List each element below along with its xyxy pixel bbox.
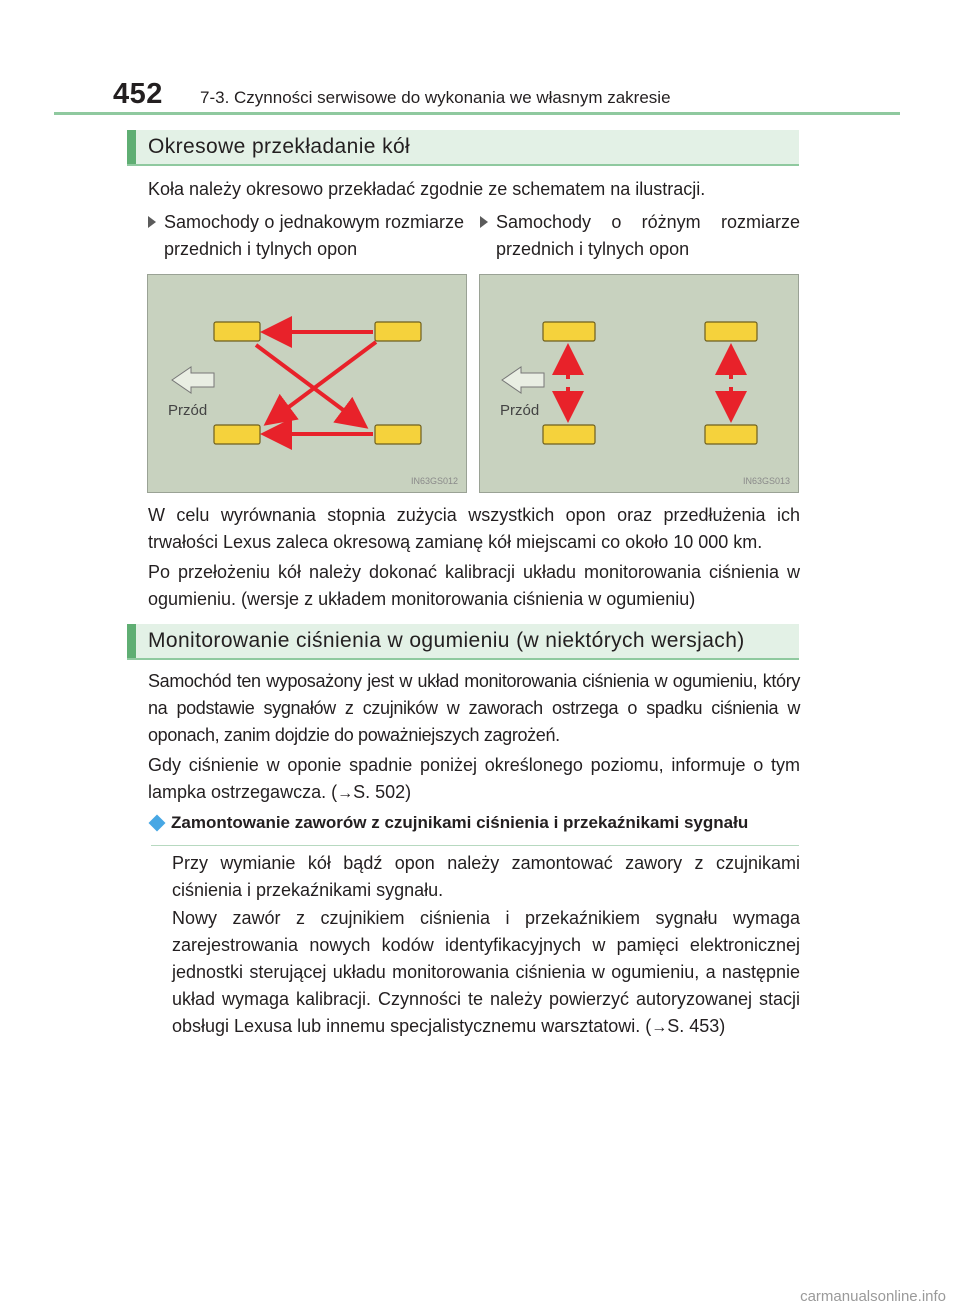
tire-rear-right	[705, 425, 757, 444]
bullet-triangle-icon	[148, 216, 156, 228]
tire-rear-right	[375, 425, 421, 444]
header-rule	[54, 112, 900, 115]
watermark: carmanualsonline.info	[800, 1288, 946, 1305]
valve-registration-paragraph	[172, 905, 800, 1041]
warning-light-paragraph	[148, 752, 800, 807]
bullet-same-size	[164, 209, 464, 263]
rotation-diagram-different	[480, 275, 800, 494]
figure-code: IN63GS013	[742, 476, 790, 486]
subheading-valves: Zamontowanie zaworów z czujnikami ciśnienia i przekaźnikami sygnału	[171, 813, 749, 832]
rotation-interval-paragraph: W celu wyrównania stopnia zużycia wszystkich opon oraz przedłużenia ich trwałości Lexus zaleca okresową zamianę kół miejscami co około 10 000 km.	[148, 505, 800, 552]
bullet-different-size	[496, 209, 800, 263]
figure-code: IN63GS012	[410, 476, 458, 486]
front-label: Przód	[500, 402, 540, 419]
paragraph-text: Gdy ciśnienie w oponie spadnie poniżej określonego poziomu, informuje o tym lampka ostrzegawcza. (	[148, 755, 800, 802]
tire-front-right	[543, 425, 595, 444]
page-number: 452	[113, 78, 163, 110]
section-heading-rotation	[127, 130, 799, 165]
rotation-arrow	[270, 342, 376, 421]
front-label: Przód	[168, 402, 208, 419]
page-reference[interactable]: S. 453)	[667, 1016, 726, 1036]
page-reference[interactable]: S. 502)	[353, 782, 412, 802]
tire-front-left	[214, 322, 260, 341]
rotation-diagram-same	[148, 275, 468, 494]
rotation-arrow	[256, 345, 362, 424]
tire-front-right	[214, 425, 260, 444]
diamond-bullet-icon	[149, 815, 166, 832]
section-underline	[127, 164, 799, 166]
tire-rear-left	[375, 322, 421, 341]
chapter-title: 7-3. Czynności serwisowe do wykonania we własnym zakresie	[200, 88, 671, 107]
reference-arrow-icon: →	[337, 785, 354, 802]
figure-side-rotation	[479, 274, 799, 493]
figure-cross-rotation	[147, 274, 467, 493]
front-arrow-icon	[502, 367, 544, 393]
tire-rear-left	[705, 322, 757, 341]
tpms-description: Samochód ten wyposażony jest w układ monitorowania ciśnienia w ogumieniu, który na podstawie sygnałów z czujników w zaworach ostrzega o spadku ciśnienia w oponach, zanim dojdzie do poważniejszych zagrożeń.	[148, 671, 800, 745]
front-arrow-icon	[172, 367, 214, 393]
bullet-text: Samochody o różnym rozmiarze przednich i tylnych opon	[496, 212, 800, 259]
tire-front-left	[543, 322, 595, 341]
section-title: Monitorowanie ciśnienia w ogumieniu (w niektórych wersjach)	[148, 629, 745, 652]
section-title: Okresowe przekładanie kół	[148, 135, 411, 158]
section-heading-tpms	[127, 624, 799, 659]
calibration-paragraph: Po przełożeniu kół należy dokonać kalibracji układu monitorowania ciśnienia w ogumieniu. (wersje z układem monitorowania ciśnienia w ogumieniu)	[148, 562, 800, 609]
rotation-intro: Koła należy okresowo przekładać zgodnie ze schematem na ilustracji.	[148, 179, 706, 199]
valve-install-paragraph: Przy wymianie kół bądź opon należy zamontować zawory z czujnikami ciśnienia i przekaźnikami sygnału.	[172, 853, 800, 900]
bullet-text: Samochody o jednakowym rozmiarze przednich i tylnych opon	[164, 212, 464, 259]
section-underline	[127, 658, 799, 660]
paragraph-text: Nowy zawór z czujnikiem ciśnienia i przekaźnikiem sygnału wymaga zarejestrowania nowych kodów identyfikacyjnych w pamięci elektronicznej jednostki sterującej układu monitorowania ciśnienia w ogumieniu, a następnie układ wymaga kalibracji. Czynności te należy powierzyć autoryzowanej stacji obsługi Lexusa lub innemu specjalistycznemu warsztatowi. (	[172, 908, 800, 1036]
reference-arrow-icon: →	[651, 1019, 668, 1036]
bullet-triangle-icon	[480, 216, 488, 228]
subheading-underline	[151, 845, 799, 846]
